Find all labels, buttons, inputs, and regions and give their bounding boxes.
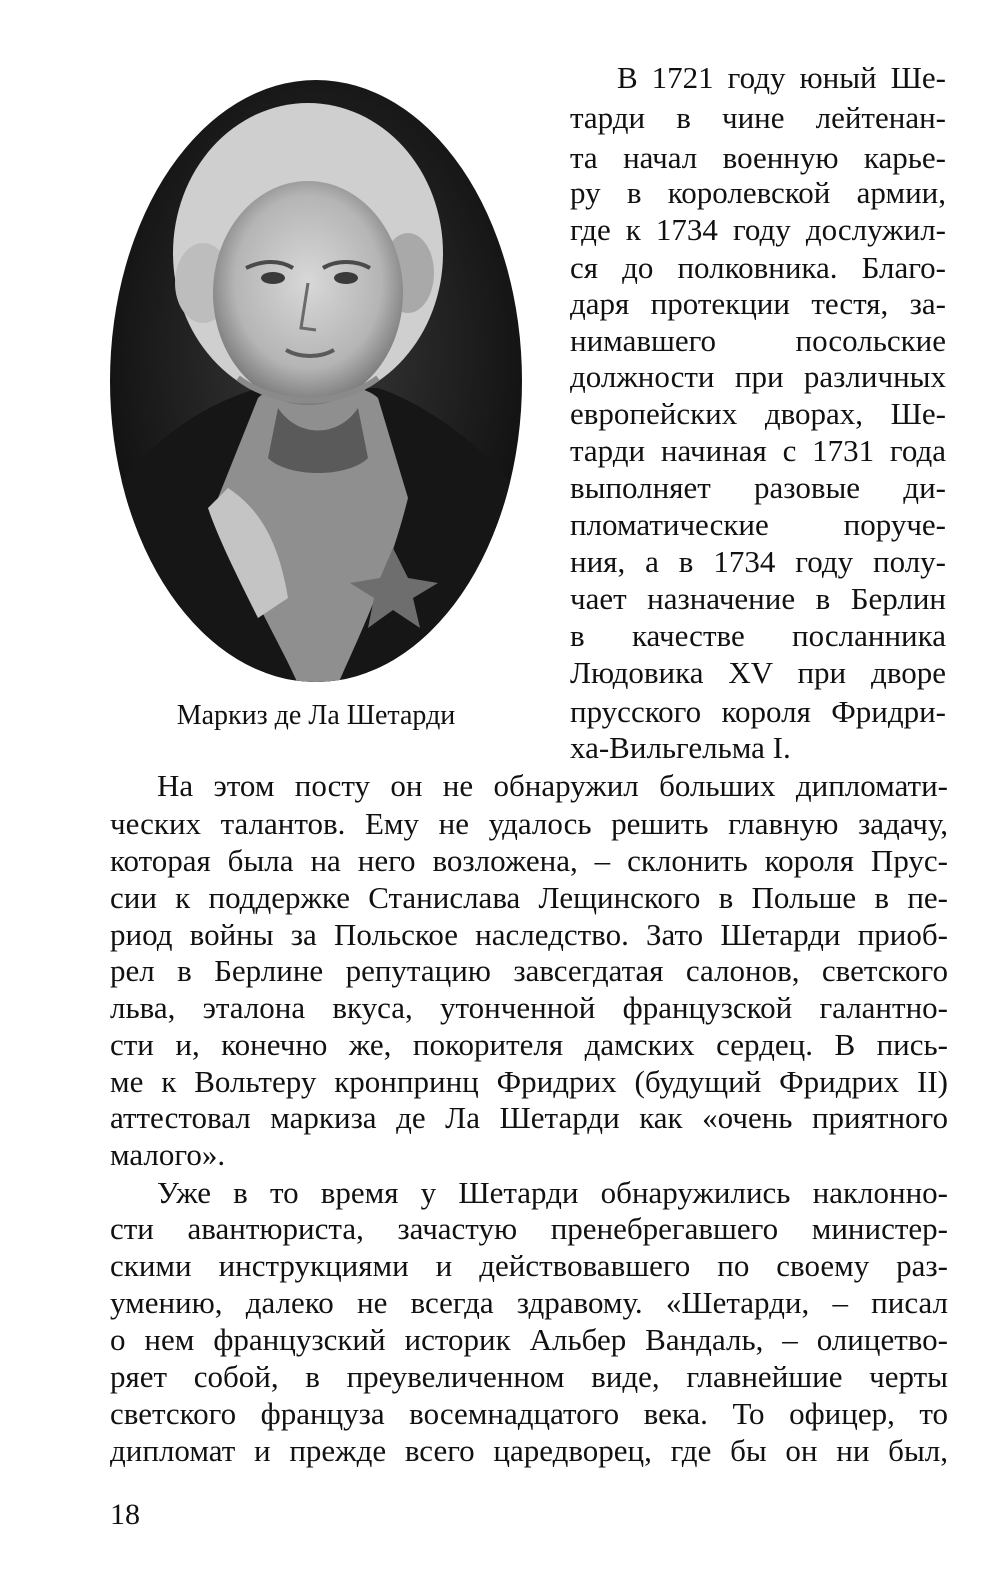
text-line: аттестовал маркиза де Ла Шетарди как «очень приятного [110, 1100, 948, 1135]
text-line: выполняет разовые ди- [570, 470, 946, 505]
text-line: В 1721 году юный Ше- [617, 60, 946, 95]
text-line: даря протекции тестя, за- [570, 286, 946, 321]
text-line: сии к поддержке Станислава Лещинского в Польше в пе- [110, 880, 948, 915]
text-line: дипломат и прежде всего царедворец, где бы он ни был, [110, 1433, 948, 1468]
text-line: рел в Берлине репутацию завсегдатая салонов, светского [110, 953, 948, 988]
text-line: чает назначение в Берлин [570, 581, 946, 616]
text-line: должности при различных [570, 359, 946, 394]
text-line: ме к Вольтеру кронпринц Фридрих (будущий Фридрих II) [110, 1064, 948, 1099]
text-line: прусского короля Фридри- [570, 694, 946, 729]
text-line: о нем французский историк Альбер Вандаль, – олицетво- [110, 1322, 948, 1357]
text-line: где к 1734 году дослужил- [570, 212, 946, 247]
text-line: ряет собой, в преувеличенном виде, главнейшие черты [110, 1359, 948, 1394]
text-line: нимавшего посольские [570, 323, 946, 358]
text-line: ся до полковника. Благо- [570, 250, 946, 285]
text-line: льва, эталона вкуса, утонченной французской галантно- [110, 990, 948, 1025]
text-line: сти авантюриста, зачастую пренебрегавшего министер- [110, 1211, 948, 1246]
text-line: ру в королевской армии, [570, 175, 946, 210]
text-line: Людовика XV при дворе [570, 655, 946, 690]
text-line: которая была на него возложена, – склонить короля Прус- [110, 843, 948, 878]
text-line: На этом посту он не обнаружил больших дипломати- [157, 768, 948, 803]
text-line: ния, а в 1734 году полу- [570, 544, 946, 579]
text-line: европейских дворах, Ше- [570, 396, 946, 431]
page-number: 18 [110, 1498, 140, 1531]
text-line: тарди в чине лейтенан- [570, 100, 946, 135]
text-line: в качестве посланника [570, 618, 946, 653]
text-line: ческих талантов. Ему не удалось решить главную задачу, [110, 806, 948, 841]
portrait-image [108, 78, 524, 684]
text-line: сти и, конечно же, покорителя дамских сердец. В пись- [110, 1027, 948, 1062]
text-line: та начал военную карье- [570, 140, 946, 175]
text-line: пломатические поруче- [570, 507, 946, 542]
text-line: ха-Вильгельма I. [570, 730, 791, 765]
text-line: скими инструкциями и действовавшего по своему раз- [110, 1248, 948, 1283]
text-line: светского француза восемнадцатого века. То офицер, то [110, 1396, 948, 1431]
portrait-caption: Маркиз де Ла Шетарди [176, 700, 456, 731]
text-line: риод войны за Польское наследство. Зато Шетарди приоб- [110, 917, 948, 952]
text-line: Уже в то время у Шетарди обнаружились наклонно- [157, 1175, 948, 1210]
text-line: умению, далеко не всегда здравому. «Шетарди, – писал [110, 1285, 948, 1320]
text-line: тарди начиная с 1731 года [570, 433, 946, 468]
text-line: малого». [110, 1137, 226, 1172]
